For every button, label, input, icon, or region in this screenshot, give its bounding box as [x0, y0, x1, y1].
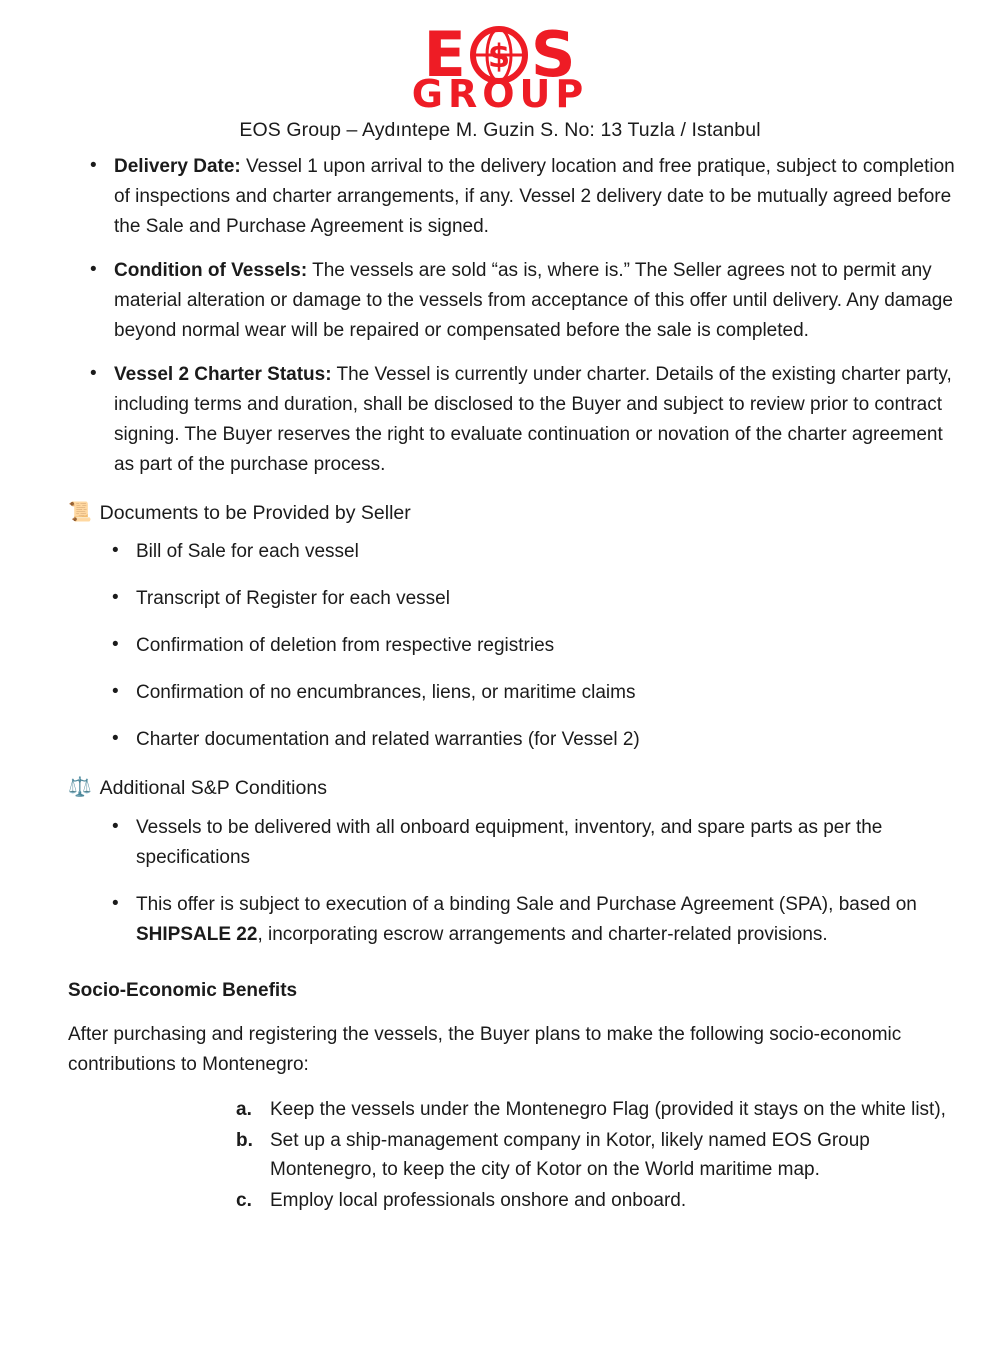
logo-wordmark: GROUP: [411, 71, 589, 116]
list-item-label: Charter documentation and related warranties (for Vessel 2): [136, 729, 640, 751]
list-item-label: Set up a ship-management company in Kotor, likely named EOS Group Montenegro, to keep the city of Kotor on the World maritime map.: [270, 1130, 870, 1180]
document-body: [22, 152, 978, 1227]
list-marker: c.: [236, 1190, 252, 1212]
list-item-label: Vessels to be delivered with all onboard equipment, inventory, and spare parts as per the specifications: [136, 816, 883, 868]
eos-group-logo: [411, 18, 589, 116]
scales-icon: ⚖️: [68, 777, 92, 799]
socio-economic-list: [68, 1096, 966, 1216]
term-label: Vessel 2 Charter Status:: [114, 363, 332, 385]
term-label: Condition of Vessels:: [114, 259, 308, 281]
list-item: [68, 152, 966, 242]
list-item-label: This offer is subject to execution of a binding Sale and Purchase Agreement (SPA), based on: [136, 893, 917, 915]
terms-list: [68, 152, 966, 480]
list-item: [68, 890, 966, 950]
term-text: The Vessel is currently under charter. Details of the existing charter party, including terms and duration, shall be disclosed to the Buyer and subject to review prior to contract signing. The Buyer reserves the right to evaluate continuation or novation of the charter agreement as part of the purchase process.: [114, 363, 952, 476]
list-marker: b.: [236, 1130, 253, 1152]
list-item: [236, 1096, 966, 1125]
list-item: [68, 584, 966, 614]
conditions-section-heading: [68, 775, 966, 802]
list-item-emphasis: SHIPSALE 22: [136, 923, 258, 945]
term-text: The vessels are sold “as is, where is.” The Seller agrees not to permit any material alteration or damage to the vessels from acceptance of this offer until delivery. Any damage beyond normal wear will be repaired or compensated before the sale is completed.: [114, 259, 953, 341]
conditions-list: [68, 813, 966, 950]
documents-section-title: Documents to be Provided by Seller: [99, 502, 411, 525]
conditions-section-title: Additional S&P Conditions: [99, 777, 327, 800]
letterhead: [22, 18, 978, 142]
list-item: [68, 537, 966, 567]
list-item-label: Keep the vessels under the Montenegro Flag (provided it stays on the white list),: [270, 1098, 946, 1120]
list-item-label-cont: , incorporating escrow arrangements and charter-related provisions.: [257, 923, 828, 945]
documents-section-heading: [68, 500, 966, 527]
term-text: Vessel 1 upon arrival to the delivery location and free pratique, subject to completion of inspections and charter arrangements, if any. Vessel 2 delivery date to be mutually agreed before the Sale and Purchase Agreement is signed.: [114, 155, 955, 237]
list-item: [68, 813, 966, 873]
list-item: [236, 1127, 966, 1184]
scroll-icon: 📜: [68, 502, 92, 524]
company-address: EOS Group – Aydıntepe M. Guzin S. No: 13 Tuzla / Istanbul: [239, 118, 761, 141]
list-marker: a.: [236, 1098, 252, 1120]
list-item: [68, 360, 966, 480]
list-item-label: Employ local professionals onshore and onboard.: [270, 1190, 687, 1212]
list-item: [236, 1187, 966, 1216]
list-item-label: Confirmation of deletion from respective registries: [136, 635, 555, 657]
logo-letter-e: E: [423, 18, 467, 91]
list-item-label: Bill of Sale for each vessel: [136, 541, 359, 563]
term-label: Delivery Date:: [114, 155, 241, 177]
list-item: [68, 725, 966, 755]
logo-letter-s: S: [530, 18, 577, 91]
list-item: [68, 631, 966, 661]
list-item: [68, 256, 966, 346]
svg-text:$: $: [487, 37, 510, 76]
socio-economic-heading: Socio-Economic Benefits: [68, 979, 298, 1001]
documents-list: [68, 537, 966, 755]
list-item-label: Transcript of Register for each vessel: [136, 588, 450, 610]
bottom-spacer: [68, 1219, 966, 1227]
list-item: [68, 678, 966, 708]
list-item-label: Confirmation of no encumbrances, liens, or maritime claims: [136, 682, 636, 704]
globe-dollar-icon: [470, 26, 528, 84]
socio-economic-intro: After purchasing and registering the vessels, the Buyer plans to make the following socio-economic contributions to Montenegro:: [68, 1023, 902, 1075]
